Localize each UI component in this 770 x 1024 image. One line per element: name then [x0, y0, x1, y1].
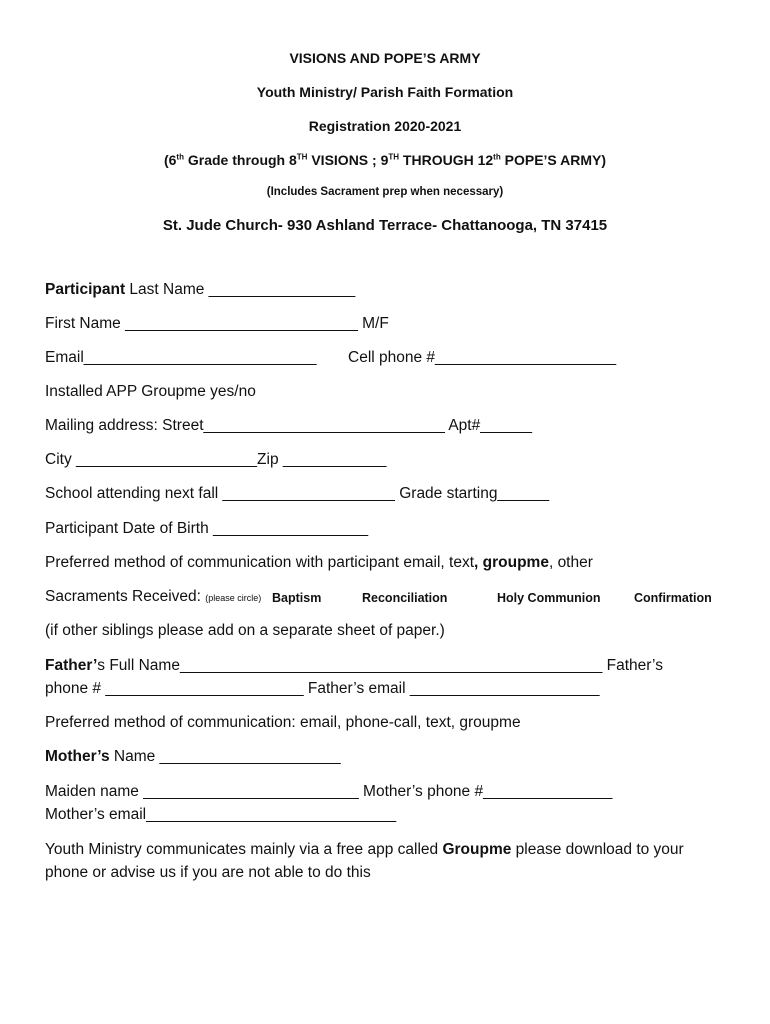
groupme-installed-field: Installed APP Groupme yes/no: [45, 383, 256, 400]
siblings-note: (if other siblings please add on a separate sheet of paper.): [45, 622, 445, 639]
mother-email-field: Mother’s email_____________________________: [45, 806, 397, 823]
city-zip-field: City _____________________Zip ____________: [45, 451, 387, 468]
sacrament-baptism: Baptism: [272, 591, 322, 605]
father-phone-email-field: phone # _______________________ Father’s email ______________________: [45, 680, 600, 697]
church-address: St. Jude Church- 930 Ashland Terrace- Chattanooga, TN 37415: [162, 217, 608, 234]
sacrament-note: (Includes Sacrament prep when necessary): [266, 186, 504, 198]
participant-communication-preference: Preferred method of communication with participant email, text, groupme, other: [45, 554, 593, 571]
email-field: Email___________________________: [45, 349, 317, 366]
sacraments-label: Sacraments Received: (please circle): [45, 588, 262, 605]
registration-year: Registration 2020-2021: [308, 118, 462, 134]
mother-name-field: Mother’s Name _____________________: [45, 748, 341, 765]
mailing-address-field: Mailing address: Street____________________________ Apt#______: [45, 417, 532, 434]
first-name-field: First Name ___________________________ M/F: [45, 315, 389, 332]
father-name-field: Father’s Full Name_________________________________________________ Father’s: [45, 657, 663, 674]
cell-phone-field: Cell phone #_____________________: [348, 349, 617, 366]
groupme-notice: Youth Ministry communicates mainly via a free app called Groupme please download to your: [45, 841, 684, 858]
sacrament-reconciliation: Reconciliation: [362, 591, 448, 605]
maiden-name-phone-field: Maiden name _________________________ Mother’s phone #_______________: [45, 783, 613, 800]
groupme-notice-continued: phone or advise us if you are not able to do this: [45, 864, 371, 881]
form-subtitle: Youth Ministry/ Parish Faith Formation: [256, 84, 514, 100]
form-title: VISIONS AND POPE’S ARMY: [289, 50, 481, 66]
parent-communication-preference: Preferred method of communication: email, phone-call, text, groupme: [45, 714, 521, 731]
grade-range: (6th Grade through 8TH VISIONS ; 9TH THROUGH 12th POPE’S ARMY): [163, 152, 607, 168]
sacrament-holy-communion: Holy Communion: [497, 591, 601, 605]
sacrament-confirmation: Confirmation: [634, 591, 712, 605]
school-grade-field: School attending next fall ____________________ Grade starting______: [45, 485, 550, 502]
participant-last-name-field: Participant Last Name _________________: [45, 281, 356, 298]
date-of-birth-field: Participant Date of Birth __________________: [45, 520, 369, 537]
